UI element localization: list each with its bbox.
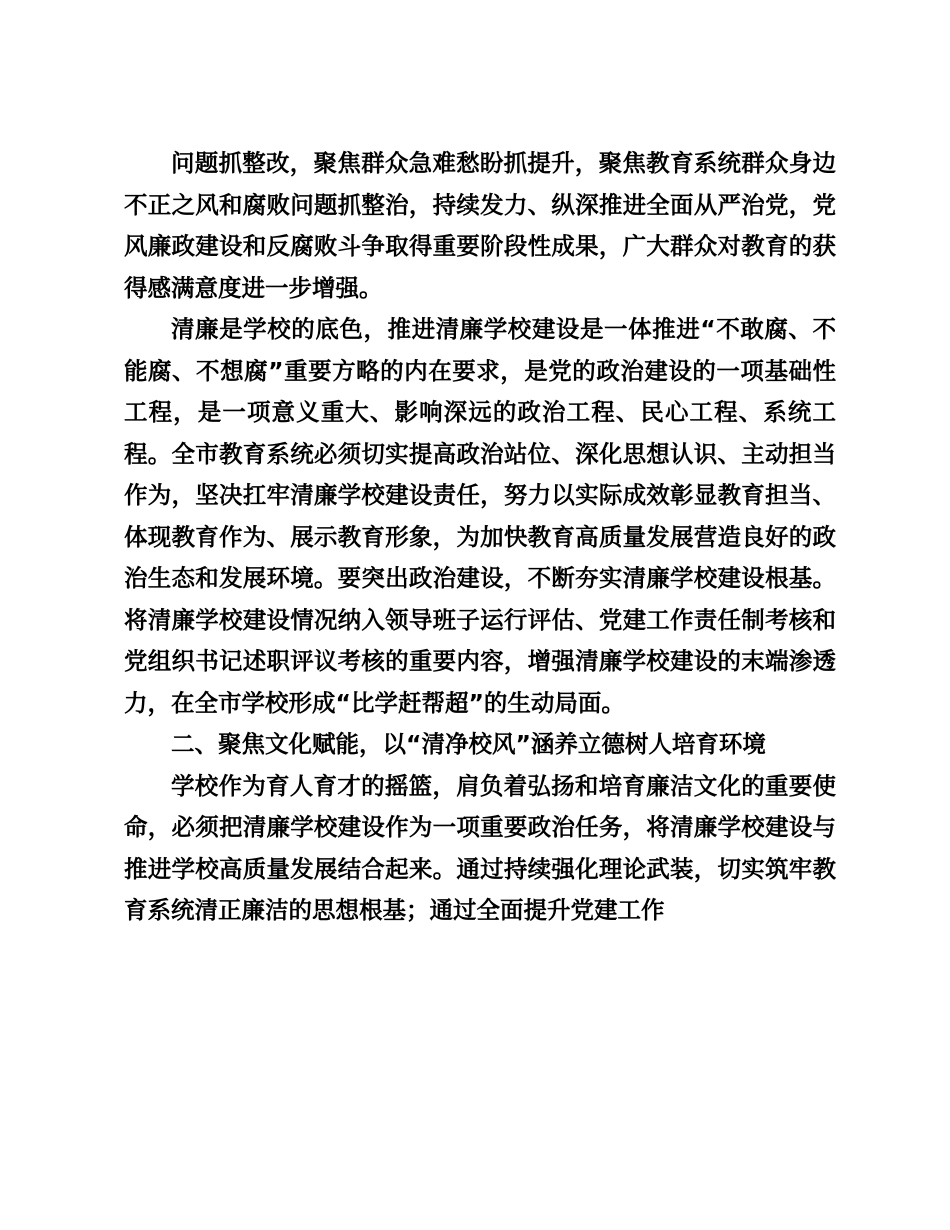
paragraph-continuation: 问题抓整改，聚焦群众急难愁盼抓提升，聚焦教育系统群众身边不正之风和腐败问题抓整治，持续发力、纵深推进全面从严治党，党风廉政建设和反腐败斗争取得重要阶段性成果，广大群众对教育的获得感满意度进一步增强。 xyxy=(124,149,836,302)
paragraph-integrity-schools: 清廉是学校的底色，推进清廉学校建设是一体推进“不敢腐、不能腐、不想腐”重要方略的内在要求，是党的政治建设的一项基础性工程，是一项意义重大、影响深远的政治工程、民心工程、系统工程。全市教育系统必须切实提高政治站位、深化思想认识、主动担当作为，坚决扛牢清廉学校建设责任，努力以实际成效彰显教育担当、体现教育作为、展示教育形象，为加快教育高质量发展营造良好的政治生态和发展环境。要突出政治建设，不断夯实清廉学校建设根基。将清廉学校建设情况纳入领导班子运行评估、党建工作责任制考核和党组织书记述职评议考核的重要内容，增强清廉学校建设的末端渗透力，在全市学校形成“比学赶帮超”的生动局面。 xyxy=(124,315,836,717)
document-body xyxy=(124,143,836,932)
paragraph-school-mission: 学校作为育人育才的摇篮，肩负着弘扬和培育廉洁文化的重要使命，必须把清廉学校建设作为一项重要政治任务，将清廉学校建设与推进学校高质量发展结合起来。通过持续强化理论武装，切实筑牢教育系统清正廉洁的思想根基；通过全面提升党建工作 xyxy=(124,771,836,924)
section-heading-culture: 二、聚焦文化赋能，以“清净校风”涵养立德树人培育环境 xyxy=(171,730,766,758)
